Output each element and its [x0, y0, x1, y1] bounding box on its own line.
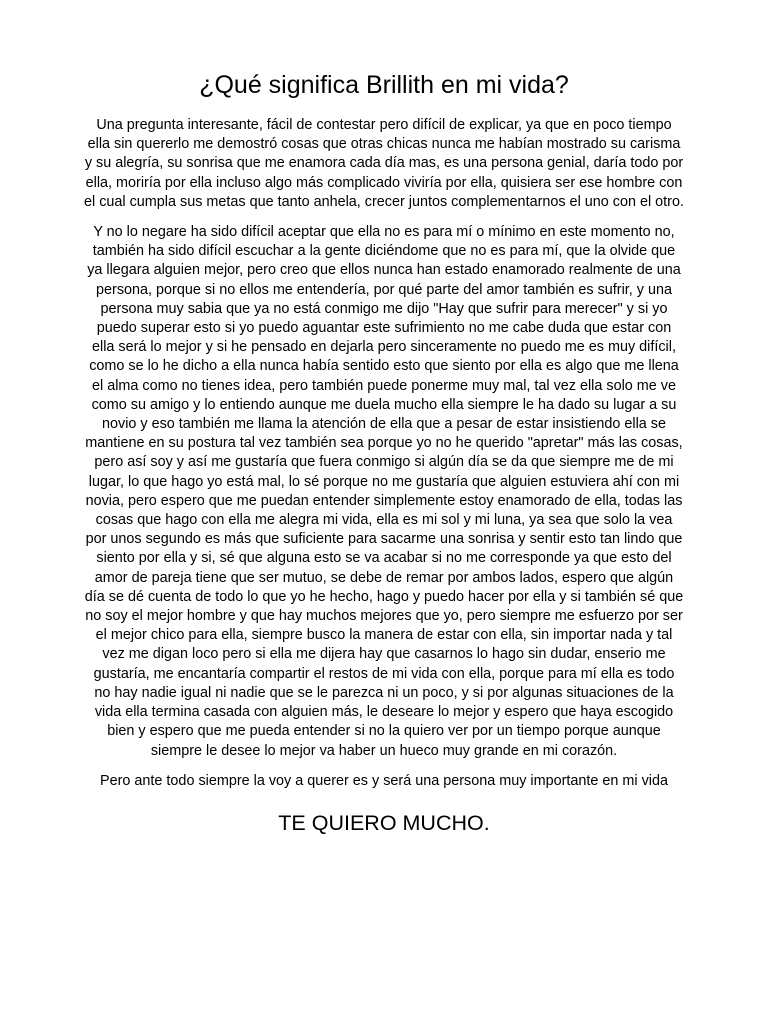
document-page: [84, 66, 684, 837]
paragraph-conclusion: Pero ante todo siempre la voy a querer es y será una persona muy importante en mi vida: [100, 772, 668, 789]
paragraph-intro: Una pregunta interesante, fácil de contestar pero difícil de explicar, ya que en poco tiempo ella sin quererlo me demostró cosas que otras chicas nunca me habían mostrado su carisma y su alegría, su sonrisa que me enamora cada día mas, es una persona genial, daría todo por ella, moriría por ella incluso algo más complicado viviría por ella, quisiera ser ese hombre con el cual cumpla sus metas que tanto anhela, crecer juntos complementarnos el uno con el otro.: [84, 117, 684, 210]
paragraph-body: Y no lo negare ha sido difícil aceptar que ella no es para mí o mínimo en este momento no, también ha sido difícil escuchar a la gente diciéndome que no es para mí, que la olvide que ya llegara alguien mejor, pero creo que ellos nunca han estado enamorado realmente de una persona, porque si no ellos me entendería, por qué parte del amor también es sufrir, y una persona muy sabia que ya no está conmigo me dijo "Hay que sufrir para merecer" y si yo puedo superar esto si yo puedo aguantar este sufrimiento no me cabe duda que estar con ella será lo mejor y si he pensado en dejarla pero sinceramente no puedo me es muy difícil, como se lo he dicho a ella nunca había sentido esto que siento por ella es algo que me llena el alma como no tienes idea, pero también puede ponerme muy mal, tal vez ella solo me ve como su amigo y lo entiendo aunque me duela mucho ella siempre le ha dado su lugar a su novio y eso también me llama la atención de ella que a pesar de estar insistiendo ella se mantiene en su postura tal vez también sea porque yo no he querido "apretar" más las cosas, pero así soy y así me gustaría que fuera conmigo si algún día se da que siempre me de mi lugar, lo que hago yo está mal, lo sé porque no me gustaría que alguien estuviera ahí con mi novia, pero espero que me puedan entender simplemente estoy enamorado de ella, todas las cosas que hago con ella me alegra mi vida, ella es mi sol y mi luna, ya sea que solo la vea por unos segundo es más que suficiente para sacarme una sonrisa y sentir esto tan lindo que siento por ella y si, sé que alguna esto se va acabar si no me corresponde ya que esto del amor de pareja tiene que ser mutuo, se debe de remar por ambos lados, espero que algún día se dé cuenta de todo lo que yo he hecho, hago y puedo hacer por ella y si también sé que no soy el mejor hombre y que hay muchos mejores que yo, pero siempre me esfuerzo por ser el mejor chico para ella, siempre busco la manera de estar con ella, sin importar nada y tal vez me digan loco pero si ella me dijera hay que casarnos lo hago sin dudar, enserio me gustaría, me encantaría compartir el restos de mi vida con ella, porque para mí ella es todo no hay nadie igual ni nadie que se le parezca ni un poco, y si por algunas situaciones de la vida ella termina casada con alguien más, le deseare lo mejor y espero que haya escogido bien y espero que me pueda entender si no la quiero ver por un tiempo porque aunque siempre le desee lo mejor va haber un hueco muy grande en mi corazón.: [84, 224, 684, 759]
document-title: ¿Qué significa Brillith en mi vida?: [199, 71, 569, 99]
closing-line: TE QUIERO MUCHO.: [278, 810, 490, 835]
